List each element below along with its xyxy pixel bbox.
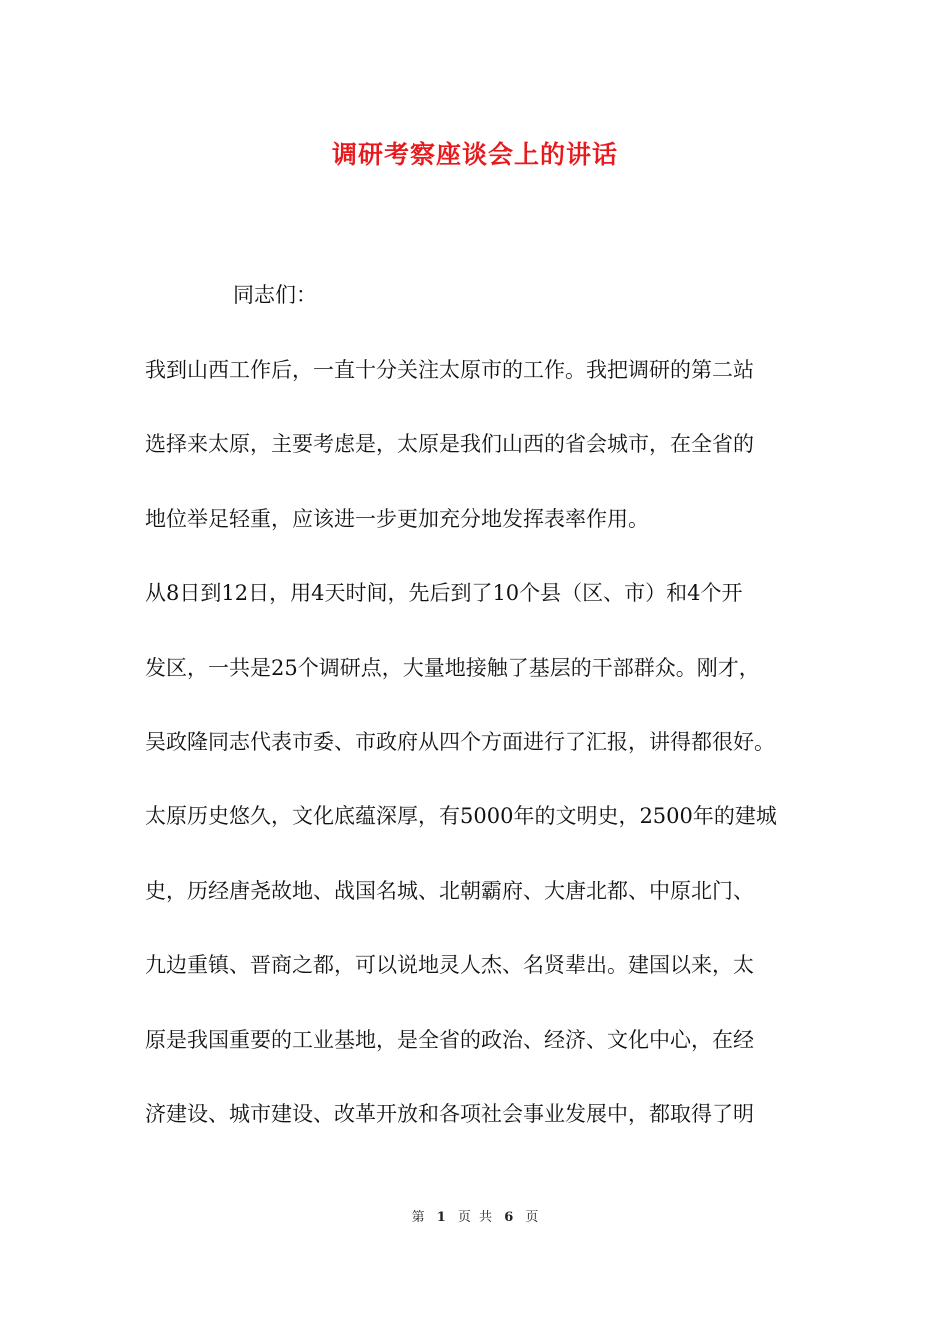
footer-suffix: 页	[525, 1210, 539, 1225]
footer-middle: 页 共	[457, 1210, 493, 1225]
body-line: 从8日到12日，用4天时间，先后到了10个县（区、市）和4个开	[145, 581, 743, 606]
body-line: 史，历经唐尧故地、战国名城、北朝霸府、大唐北都、中原北门、	[145, 878, 754, 903]
body-line: 太原历史悠久，文化底蕴深厚，有5000年的文明史，2500年的建城	[145, 804, 777, 829]
document-title: 调研考察座谈会上的讲话	[331, 140, 618, 169]
body-line: 选择来太原，主要考虑是，太原是我们山西的省会城市，在全省的	[145, 432, 754, 457]
footer-total-pages: 6	[504, 1210, 514, 1225]
footer-prefix: 第	[411, 1210, 425, 1225]
body-text	[145, 355, 810, 1173]
salutation: 同志们：	[233, 283, 317, 307]
body-line: 济建设、城市建设、改革开放和各项社会事业发展中，都取得了明	[145, 1101, 754, 1126]
page-footer	[0, 1208, 950, 1228]
footer-page-number: 1	[436, 1210, 446, 1225]
body-line: 吴政隆同志代表市委、市政府从四个方面进行了汇报，讲得都很好。	[145, 729, 775, 754]
body-line: 地位举足轻重，应该进一步更加充分地发挥表率作用。	[145, 506, 649, 531]
body-line: 原是我国重要的工业基地，是全省的政治、经济、文化中心，在经	[145, 1027, 754, 1052]
body-line: 我到山西工作后，一直十分关注太原市的工作。我把调研的第二站	[145, 358, 754, 382]
body-line: 发区，一共是25个调研点，大量地接触了基层的干部群众。刚才，	[145, 655, 760, 680]
body-line: 九边重镇、晋商之都，可以说地灵人杰、名贤辈出。建国以来，太	[145, 953, 754, 978]
